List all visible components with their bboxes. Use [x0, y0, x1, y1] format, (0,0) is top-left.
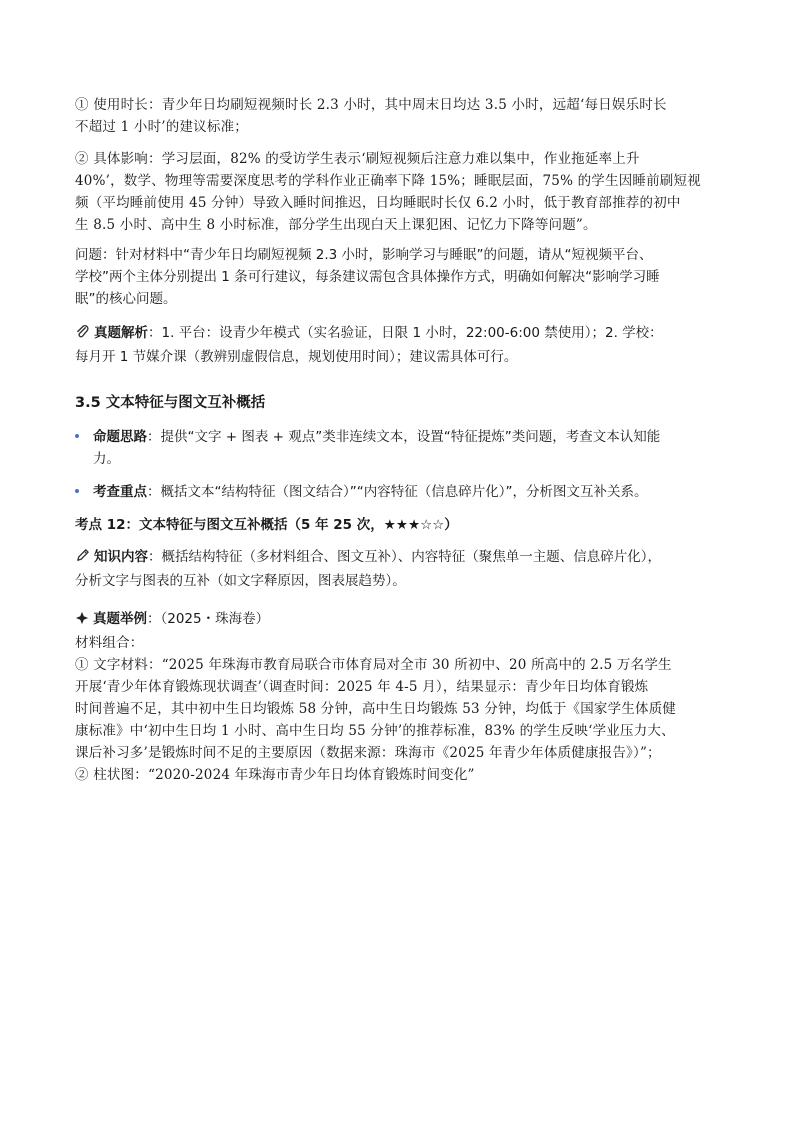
bullet-label: 考查重点: [93, 484, 147, 500]
text-line: 不超过 1 小时’的建议标准；: [75, 119, 248, 135]
kaodian-title: 考点 12：文本特征与图文互补概括（5 年 25 次，★★★☆☆）: [75, 517, 458, 533]
example-label: 真题举例: [93, 611, 147, 627]
bullet-dot-icon: [75, 489, 79, 493]
text-line: 40%’，数学、物理等需要深度思考的学科作业正确率下降 15%；睡眠层面，75% 的学生因睡前刷短视: [75, 173, 701, 189]
item-usage-duration: [75, 94, 755, 138]
text-line: 时间普遍不足，其中初中生日均锻炼 58 分钟，高中生日均锻炼 53 分钟，均低于《国家学生体质健: [75, 701, 677, 717]
knowledge-text: ：概括结构特征（多材料组合、图文互补）、内容特征（聚焦单一主题、信息碎片化），: [148, 549, 661, 565]
analysis-text: ：1. 平台：设青少年模式（实名验证，日限 1 小时，22:00-6:00 禁使用）；2. 学校：: [148, 325, 663, 341]
text-line: ② 柱状图：“2020-2024 年珠海市青少年日均体育锻炼时间变化”: [75, 767, 475, 783]
question-paragraph: [75, 244, 755, 310]
text-line: 每月开 1 节媒介课（教辨别虚假信息，规划使用时间）；建议需具体可行。: [75, 349, 518, 365]
text-line: [75, 546, 755, 570]
text-line: 频（平均睡前使用 45 分钟）导致入睡时间推迟，日均睡眠时长仅 6.2 小时，低于教育部推荐的初中: [75, 195, 681, 211]
example-suffix: ：（2025・珠海卷）: [147, 611, 270, 627]
knowledge-label: 知识内容: [94, 549, 148, 565]
item-specific-impact: [75, 148, 755, 236]
bullet-label: 命题思路: [93, 429, 147, 445]
analysis-label: 真题解析: [94, 325, 148, 341]
text-line: 眠”的核心问题。: [75, 291, 177, 307]
section-title: 3.5 文本特征与图文互补概括: [75, 395, 266, 411]
bullet-item: [75, 481, 755, 503]
bullet-text-continued: 力。: [93, 451, 120, 467]
text-line: 问题：针对材料中“青少年日均刷短视频 2.3 小时，影响学习与睡眠”的问题，请从“短视频平台、: [75, 247, 653, 263]
material-title: 材料组合：: [75, 635, 144, 651]
text-line: ② 具体影响：学习层面，82% 的受访学生表示‘刷短视频后注意力难以集中，作业拖延率上升: [75, 151, 640, 167]
example-material: [75, 632, 755, 786]
bullet-text: ：概括文本“结构特征（图文结合）”“内容特征（信息碎片化）”，分析图文互补关系。: [147, 484, 648, 500]
text-line: 康标准》中‘初中生日均 1 小时、高中生日均 55 分钟’的推荐标准，83% 的学生反映‘学业压力大、: [75, 723, 675, 739]
text-line: 生 8.5 小时、高中生 8 小时标准，部分学生出现白天上课犯困、记忆力下降等问题”。: [75, 217, 597, 233]
pencil-icon: [75, 548, 90, 570]
bullet-item: [75, 426, 755, 470]
text-line: ① 使用时长：青少年日均刷短视频时长 2.3 小时，其中周末日均达 3.5 小时，远超‘每日娱乐时长: [75, 97, 667, 113]
example-heading: [75, 608, 755, 632]
bullet-dot-icon: [75, 434, 79, 438]
bullet-text: ：提供“文字 + 图表 + 观点”类非连续文本，设置“特征提炼”类问题，考查文本认知能: [147, 429, 661, 445]
text-line: 开展‘青少年体育锻炼现状调查’（调查时间：2025 年 4-5 月），结果显示：青少年日均体育锻炼: [75, 679, 649, 695]
text-line: 分析文字与图表的互补（如文字释原因，图表展趋势）。: [75, 573, 406, 589]
paperclip-icon: [75, 324, 90, 346]
text-line: 学校”两个主体分别提出 1 条可行建议，每条建议需包含具体操作方式，明确如何解决“影响学习睡: [75, 269, 660, 285]
analysis-paragraph: [75, 322, 755, 368]
text-line: 课后补习多’是锻炼时间不足的主要原因（数据来源：珠海市《2025 年青少年体质健康报告》）”；: [75, 745, 661, 761]
diamond-icon: [75, 610, 89, 632]
text-line: ① 文字材料：“2025 年珠海市教育局联合市体育局对全市 30 所初中、20 所高中的 2.5 万名学生: [75, 657, 672, 673]
text-line: [75, 322, 755, 346]
knowledge-paragraph: [75, 546, 755, 592]
